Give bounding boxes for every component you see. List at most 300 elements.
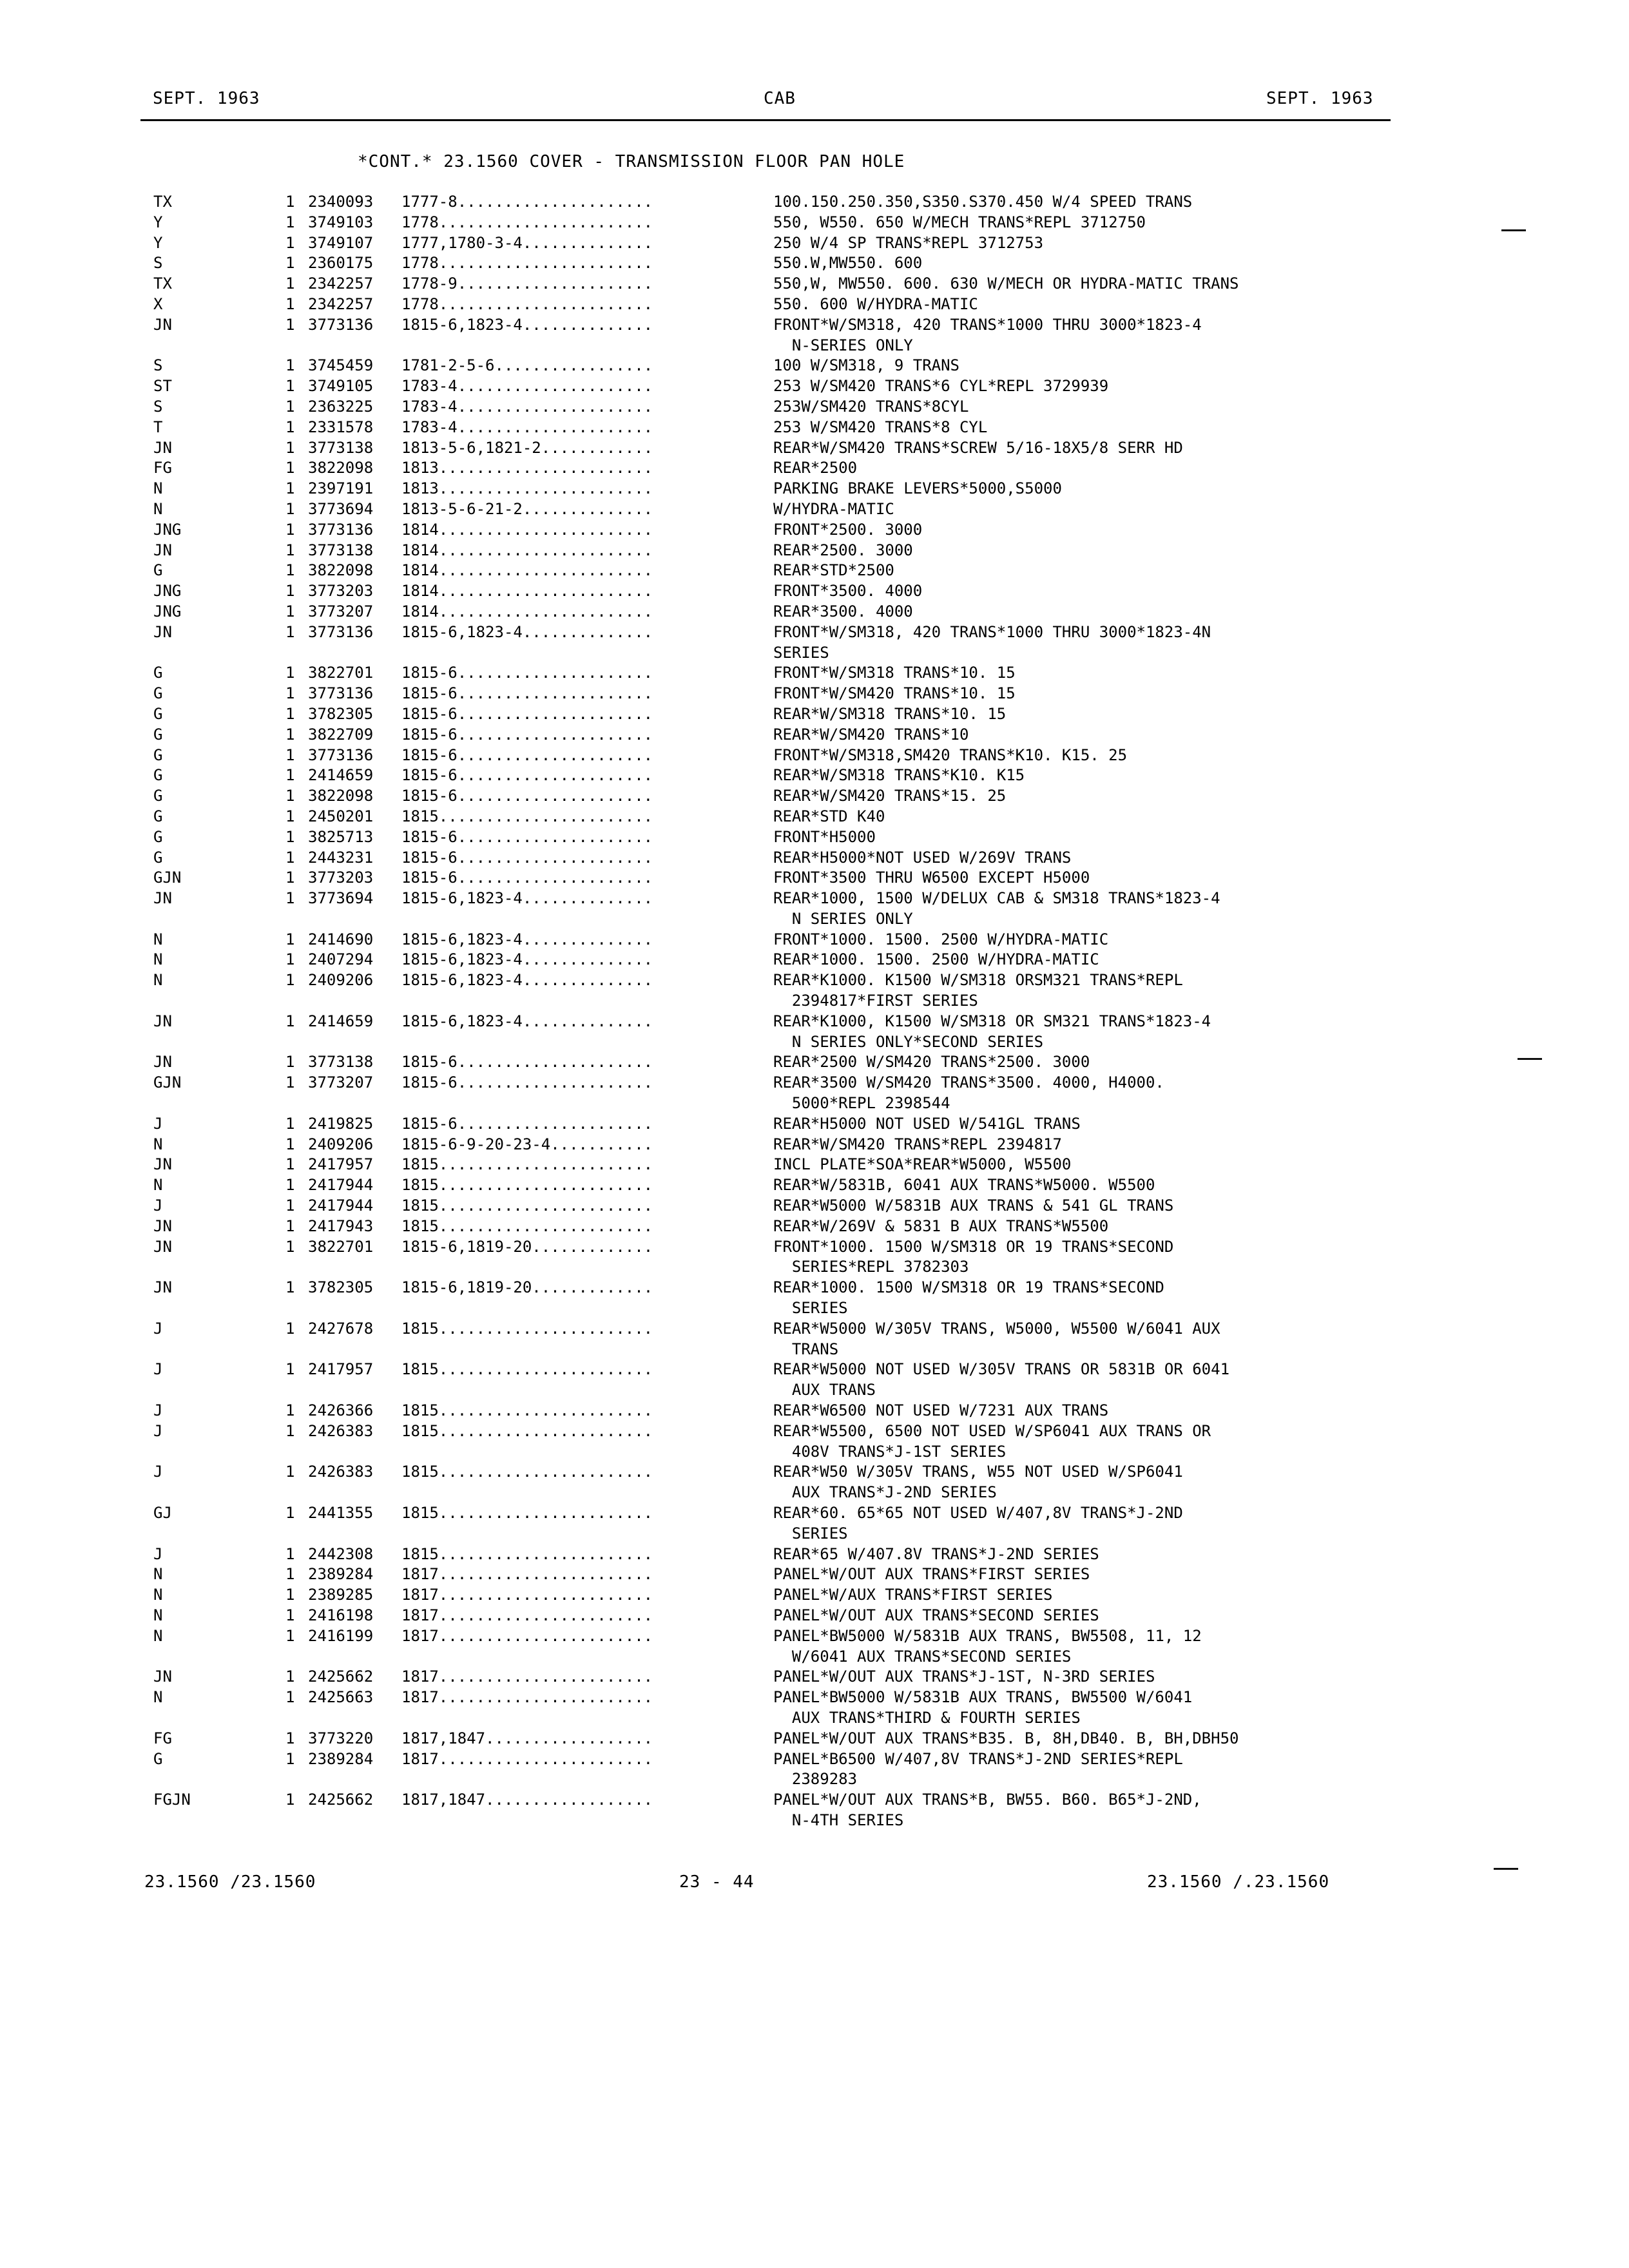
- table-row: [0, 581, 1629, 602]
- description-line: FRONT*H5000: [773, 827, 876, 846]
- table-row: [0, 213, 1629, 233]
- reference: 1813: [401, 459, 439, 477]
- quantity: 1: [285, 274, 295, 293]
- model-code: N: [153, 1586, 163, 1604]
- table-row: [0, 868, 1629, 889]
- dot-leader: .......................: [438, 294, 653, 313]
- table-row: [0, 418, 1629, 438]
- description-line: REAR*3500 W/SM420 TRANS*3500. 4000, H4000.: [773, 1073, 1164, 1092]
- part-number: 3773203: [308, 869, 374, 887]
- part-number: 3773136: [308, 684, 374, 703]
- quantity: 1: [285, 602, 295, 620]
- quantity: 1: [285, 766, 295, 785]
- description-line: REAR*1000. 1500 W/SM318 OR 19 TRANS*SECOND: [773, 1278, 1164, 1297]
- dot-leader: .......................: [438, 213, 653, 231]
- dot-leader: .....................: [457, 787, 653, 805]
- description-line: PANEL*W/OUT AUX TRANS*J-1ST, N-3RD SERIES: [773, 1667, 1155, 1686]
- dot-leader: .......................: [438, 1319, 653, 1338]
- quantity: 1: [285, 233, 295, 252]
- description-line: FRONT*W/SM318, 420 TRANS*1000 THRU 3000*1823-4N: [773, 622, 1211, 641]
- description-line: N SERIES ONLY*SECOND SERIES: [773, 1032, 1044, 1051]
- reference: 1815-6: [401, 684, 458, 703]
- table-row: [0, 1052, 1629, 1073]
- table-row: [0, 704, 1629, 725]
- reference: 1817: [401, 1749, 439, 1768]
- reference: 1817,1847: [401, 1729, 486, 1747]
- dot-leader: ..............: [522, 889, 653, 908]
- part-number: 2426383: [308, 1463, 374, 1481]
- quantity: 1: [285, 541, 295, 559]
- table-row: [0, 561, 1629, 581]
- table-row: [0, 274, 1629, 294]
- quantity: 1: [285, 971, 295, 990]
- model-code: N: [153, 1176, 163, 1195]
- table-row: [0, 1667, 1629, 1687]
- dot-leader: .....................: [457, 664, 653, 682]
- table-row: [0, 1196, 1629, 1216]
- part-number: 2389284: [308, 1565, 374, 1584]
- model-code: N: [153, 479, 163, 498]
- quantity: 1: [285, 582, 295, 601]
- model-code: J: [153, 1114, 163, 1133]
- part-number: 2417944: [308, 1196, 374, 1215]
- model-code: JN: [153, 1053, 172, 1072]
- dot-leader: .......................: [438, 1626, 653, 1645]
- dot-leader: .....................: [457, 827, 653, 846]
- dot-leader: .....................: [457, 397, 653, 416]
- header-date-right: SEPT. 1963: [1266, 89, 1374, 108]
- quantity: 1: [285, 704, 295, 723]
- model-code: G: [153, 766, 163, 785]
- description-line: SERIES: [773, 643, 829, 662]
- part-number: 3773136: [308, 315, 374, 334]
- table-row: [0, 1790, 1629, 1831]
- table-row: [0, 1360, 1629, 1401]
- model-code: G: [153, 1749, 163, 1768]
- margin-mark: [1501, 229, 1526, 231]
- reference: 1815: [401, 1463, 439, 1481]
- description-line: SERIES*REPL 3782303: [773, 1258, 969, 1276]
- dot-leader: .......................: [438, 254, 653, 273]
- quantity: 1: [285, 1114, 295, 1133]
- quantity: 1: [285, 827, 295, 846]
- description-line: FRONT*W/SM318 TRANS*10. 15: [773, 664, 1016, 682]
- table-row: [0, 315, 1629, 356]
- dot-leader: .....................: [457, 418, 653, 436]
- reference: 1813-5-6-21-2: [401, 499, 523, 518]
- quantity: 1: [285, 1053, 295, 1072]
- quantity: 1: [285, 1176, 295, 1195]
- dot-leader: .......................: [438, 1606, 653, 1624]
- description-line: PANEL*W/OUT AUX TRANS*FIRST SERIES: [773, 1565, 1090, 1584]
- dot-leader: ..............: [522, 233, 653, 252]
- model-code: GJ: [153, 1504, 172, 1522]
- dot-leader: .......................: [438, 1155, 653, 1174]
- reference: 1815-6,1819-20: [401, 1237, 532, 1256]
- description-line: N-SERIES ONLY: [773, 336, 913, 354]
- description-line: FRONT*2500. 3000: [773, 520, 923, 539]
- quantity: 1: [285, 499, 295, 518]
- description-line: PANEL*B6500 W/407,8V TRANS*J-2ND SERIES*REPL: [773, 1749, 1183, 1768]
- description-line: FRONT*W/SM420 TRANS*10. 15: [773, 684, 1016, 703]
- reference: 1815-6,1823-4: [401, 315, 523, 334]
- quantity: 1: [285, 561, 295, 580]
- quantity: 1: [285, 377, 295, 396]
- quantity: 1: [285, 848, 295, 867]
- dot-leader: .....................: [457, 766, 653, 785]
- description-line: FRONT*1000. 1500 W/SM318 OR 19 TRANS*SECOND: [773, 1237, 1174, 1256]
- description-line: FRONT*3500 THRU W6500 EXCEPT H5000: [773, 869, 1090, 887]
- part-number: 2416198: [308, 1606, 374, 1624]
- reference: 1815-6: [401, 848, 458, 867]
- dot-leader: .......................: [438, 1667, 653, 1686]
- reference: 1778: [401, 213, 439, 231]
- quantity: 1: [285, 725, 295, 744]
- dot-leader: .......................: [438, 1196, 653, 1215]
- part-number: 3822098: [308, 561, 374, 580]
- model-code: JN: [153, 622, 172, 641]
- dot-leader: ..............: [522, 930, 653, 948]
- reference: 1815-6,1819-20: [401, 1278, 532, 1297]
- part-number: 2417957: [308, 1360, 374, 1379]
- dot-leader: .......................: [438, 479, 653, 498]
- description-line: 5000*REPL 2398544: [773, 1094, 950, 1113]
- part-number: 3773136: [308, 745, 374, 764]
- part-number: 2389284: [308, 1749, 374, 1768]
- dot-leader: ..................: [485, 1791, 653, 1809]
- header-date-left: SEPT. 1963: [153, 89, 260, 108]
- quantity: 1: [285, 1586, 295, 1604]
- description-line: REAR*K1000. K1500 W/SM318 ORSM321 TRANS*REPL: [773, 971, 1183, 990]
- model-code: FG: [153, 459, 172, 477]
- model-code: S: [153, 254, 163, 273]
- part-number: 3773136: [308, 520, 374, 539]
- part-number: 3773694: [308, 499, 374, 518]
- table-row: [0, 1401, 1629, 1421]
- model-code: JN: [153, 1216, 172, 1235]
- reference: 1815-6: [401, 1114, 458, 1133]
- model-code: N: [153, 1688, 163, 1707]
- table-row: [0, 848, 1629, 869]
- table-row: [0, 1585, 1629, 1606]
- model-code: JN: [153, 1667, 172, 1686]
- dot-leader: ..............: [522, 971, 653, 990]
- dot-leader: .......................: [438, 1586, 653, 1604]
- description-line: 100.150.250.350,S350.S370.450 W/4 SPEED TRANS: [773, 193, 1193, 211]
- description-line: 253W/SM420 TRANS*8CYL: [773, 397, 969, 416]
- model-code: N: [153, 930, 163, 948]
- description-line: AUX TRANS: [773, 1381, 876, 1399]
- model-code: J: [153, 1544, 163, 1563]
- model-code: N: [153, 950, 163, 969]
- table-row: [0, 1319, 1629, 1360]
- table-row: [0, 889, 1629, 930]
- model-code: N: [153, 1565, 163, 1584]
- reference: 1815-6: [401, 745, 458, 764]
- description-line: REAR*W/SM420 TRANS*SCREW 5/16-18X5/8 SERR HD: [773, 438, 1183, 457]
- quantity: 1: [285, 869, 295, 887]
- description-line: REAR*W50 W/305V TRANS, W55 NOT USED W/SP6041: [773, 1463, 1183, 1481]
- quantity: 1: [285, 664, 295, 682]
- part-number: 2363225: [308, 397, 374, 416]
- part-number: 3822701: [308, 1237, 374, 1256]
- quantity: 1: [285, 479, 295, 498]
- dot-leader: .......................: [438, 1565, 653, 1584]
- description-line: W/HYDRA-MATIC: [773, 499, 894, 518]
- quantity: 1: [285, 1360, 295, 1379]
- description-line: REAR*H5000*NOT USED W/269V TRANS: [773, 848, 1072, 867]
- table-row: [0, 397, 1629, 418]
- dot-leader: ..............: [522, 622, 653, 641]
- part-number: 2407294: [308, 950, 374, 969]
- quantity: 1: [285, 1504, 295, 1522]
- reference: 1817: [401, 1667, 439, 1686]
- description-line: REAR*W5500, 6500 NOT USED W/SP6041 AUX TRANS OR: [773, 1421, 1211, 1440]
- dot-leader: .....................: [457, 377, 653, 396]
- part-number: 3749103: [308, 213, 374, 231]
- part-number: 2443231: [308, 848, 374, 867]
- reference: 1815-6: [401, 787, 458, 805]
- description-line: W/6041 AUX TRANS*SECOND SERIES: [773, 1647, 1072, 1666]
- quantity: 1: [285, 1688, 295, 1707]
- table-row: [0, 1114, 1629, 1135]
- table-row: [0, 1216, 1629, 1237]
- model-code: GJN: [153, 869, 182, 887]
- reference: 1815: [401, 1401, 439, 1420]
- reference: 1815-6: [401, 1053, 458, 1072]
- quantity: 1: [285, 193, 295, 211]
- model-code: S: [153, 397, 163, 416]
- footer-index-left: 23.1560 /23.1560: [144, 1872, 316, 1892]
- quantity: 1: [285, 1278, 295, 1297]
- part-number: 2360175: [308, 254, 374, 273]
- description-line: 253 W/SM420 TRANS*8 CYL: [773, 418, 988, 436]
- table-row: [0, 1012, 1629, 1053]
- quantity: 1: [285, 684, 295, 703]
- part-number: 2342257: [308, 294, 374, 313]
- reference: 1815-6-9-20-23-4: [401, 1135, 551, 1153]
- table-row: [0, 1278, 1629, 1319]
- model-code: JN: [153, 1155, 172, 1174]
- model-code: G: [153, 684, 163, 703]
- part-number: 2414659: [308, 766, 374, 785]
- model-code: Y: [153, 213, 163, 231]
- table-row: [0, 684, 1629, 704]
- table-row: [0, 1606, 1629, 1626]
- description-line: REAR*STD K40: [773, 807, 885, 825]
- description-line: REAR*W/269V & 5831 B AUX TRANS*W5500: [773, 1216, 1109, 1235]
- dot-leader: ............: [541, 438, 653, 457]
- dot-leader: .......................: [438, 602, 653, 620]
- header-section-name: CAB: [764, 89, 796, 108]
- reference: 1815-6,1823-4: [401, 889, 523, 908]
- dot-leader: .....................: [457, 725, 653, 744]
- model-code: N: [153, 1135, 163, 1153]
- table-row: [0, 1564, 1629, 1585]
- model-code: J: [153, 1421, 163, 1440]
- model-code: JN: [153, 889, 172, 908]
- reference: 1815: [401, 1216, 439, 1235]
- description-line: REAR*W5000 W/5831B AUX TRANS & 541 GL TRANS: [773, 1196, 1174, 1215]
- table-row: [0, 1421, 1629, 1463]
- dot-leader: .....................: [457, 745, 653, 764]
- dot-leader: .....................: [457, 1053, 653, 1072]
- model-code: G: [153, 787, 163, 805]
- reference: 1815-6: [401, 766, 458, 785]
- part-number: 2340093: [308, 193, 374, 211]
- description-line: PANEL*W/OUT AUX TRANS*B, BW55. B60. B65*J-2ND,: [773, 1791, 1202, 1809]
- part-number: 3749105: [308, 377, 374, 396]
- part-number: 2450201: [308, 807, 374, 825]
- model-code: J: [153, 1360, 163, 1379]
- description-line: REAR*W/SM420 TRANS*REPL 2394817: [773, 1135, 1062, 1153]
- description-line: FRONT*1000. 1500. 2500 W/HYDRA-MATIC: [773, 930, 1109, 948]
- model-code: JNG: [153, 520, 182, 539]
- description-line: 2394817*FIRST SERIES: [773, 992, 978, 1010]
- description-line: REAR*W/SM420 TRANS*15. 25: [773, 787, 1007, 805]
- dot-leader: .......................: [438, 807, 653, 825]
- quantity: 1: [285, 950, 295, 969]
- table-row: [0, 356, 1629, 376]
- dot-leader: .....................: [457, 193, 653, 211]
- reference: 1815: [401, 1196, 439, 1215]
- quantity: 1: [285, 1401, 295, 1420]
- reference: 1815: [401, 1544, 439, 1563]
- reference: 1815-6,1823-4: [401, 950, 523, 969]
- quantity: 1: [285, 1012, 295, 1030]
- reference: 1815-6,1823-4: [401, 971, 523, 990]
- quantity: 1: [285, 807, 295, 825]
- description-line: PANEL*W/AUX TRANS*FIRST SERIES: [773, 1586, 1053, 1604]
- description-line: REAR*W5000 W/305V TRANS, W5000, W5500 W/6041 AUX: [773, 1319, 1220, 1338]
- dot-leader: .....................: [457, 684, 653, 703]
- table-row: [0, 233, 1629, 254]
- model-code: N: [153, 499, 163, 518]
- model-code: J: [153, 1319, 163, 1338]
- description-line: FRONT*W/SM318,SM420 TRANS*K10. K15. 25: [773, 745, 1128, 764]
- part-number: 3825713: [308, 827, 374, 846]
- table-row: [0, 520, 1629, 541]
- part-number: 3782305: [308, 704, 374, 723]
- reference: 1815-6: [401, 869, 458, 887]
- table-row: [0, 725, 1629, 745]
- description-line: REAR*2500: [773, 459, 858, 477]
- quantity: 1: [285, 1421, 295, 1440]
- description-line: PANEL*W/OUT AUX TRANS*SECOND SERIES: [773, 1606, 1099, 1624]
- quantity: 1: [285, 254, 295, 273]
- model-code: FG: [153, 1729, 172, 1747]
- table-row: [0, 765, 1629, 786]
- margin-mark: [1518, 1058, 1542, 1060]
- quantity: 1: [285, 745, 295, 764]
- model-code: TX: [153, 193, 172, 211]
- dot-leader: .......................: [438, 1544, 653, 1563]
- model-code: X: [153, 294, 163, 313]
- reference: 1815-6: [401, 725, 458, 744]
- dot-leader: .......................: [438, 1688, 653, 1707]
- quantity: 1: [285, 1135, 295, 1153]
- part-number: 3773138: [308, 438, 374, 457]
- reference: 1783-4: [401, 418, 458, 436]
- part-number: 2442308: [308, 1544, 374, 1563]
- description-line: PANEL*W/OUT AUX TRANS*B35. B, 8H,DB40. B, BH,DBH50: [773, 1729, 1239, 1747]
- description-line: REAR*W/5831B, 6041 AUX TRANS*W5000. W5500: [773, 1176, 1155, 1195]
- model-code: FGJN: [153, 1791, 191, 1809]
- model-code: N: [153, 1626, 163, 1645]
- table-row: [0, 438, 1629, 459]
- description-line: REAR*3500. 4000: [773, 602, 913, 620]
- table-row: [0, 1503, 1629, 1544]
- part-number: 3749107: [308, 233, 374, 252]
- reference: 1817: [401, 1606, 439, 1624]
- model-code: JN: [153, 438, 172, 457]
- description-line: 550, W550. 650 W/MECH TRANS*REPL 3712750: [773, 213, 1146, 231]
- reference: 1815: [401, 807, 439, 825]
- model-code: G: [153, 725, 163, 744]
- table-row: [0, 376, 1629, 397]
- reference: 1777,1780-3-4: [401, 233, 523, 252]
- description-line: AUX TRANS*J-2ND SERIES: [773, 1483, 997, 1502]
- model-code: JNG: [153, 602, 182, 620]
- part-number: 2414690: [308, 930, 374, 948]
- quantity: 1: [285, 930, 295, 948]
- dot-leader: .................: [494, 356, 653, 375]
- quantity: 1: [285, 1463, 295, 1481]
- part-number: 2409206: [308, 1135, 374, 1153]
- part-number: 2397191: [308, 479, 374, 498]
- description-line: REAR*STD*2500: [773, 561, 894, 580]
- quantity: 1: [285, 1729, 295, 1747]
- description-line: REAR*K1000, K1500 W/SM318 OR SM321 TRANS*1823-4: [773, 1012, 1211, 1030]
- part-number: 3745459: [308, 356, 374, 375]
- table-row: [0, 1729, 1629, 1749]
- quantity: 1: [285, 315, 295, 334]
- description-line: 253 W/SM420 TRANS*6 CYL*REPL 3729939: [773, 377, 1109, 396]
- part-number: 3773138: [308, 541, 374, 559]
- description-line: FRONT*3500. 4000: [773, 582, 923, 601]
- quantity: 1: [285, 1626, 295, 1645]
- part-number: 2425663: [308, 1688, 374, 1707]
- part-number: 2414659: [308, 1012, 374, 1030]
- description-line: SERIES: [773, 1524, 848, 1542]
- dot-leader: ..............: [522, 950, 653, 969]
- description-line: REAR*60. 65*65 NOT USED W/407,8V TRANS*J-2ND: [773, 1504, 1183, 1522]
- model-code: G: [153, 561, 163, 580]
- table-row: [0, 294, 1629, 315]
- table-row: [0, 1626, 1629, 1667]
- dot-leader: .......................: [438, 1504, 653, 1522]
- model-code: G: [153, 745, 163, 764]
- description-line: 408V TRANS*J-1ST SERIES: [773, 1442, 1007, 1461]
- table-row: [0, 970, 1629, 1012]
- reference: 1778-9: [401, 274, 458, 293]
- reference: 1815-6: [401, 1073, 458, 1092]
- reference: 1778: [401, 254, 439, 273]
- description-line: REAR*1000, 1500 W/DELUX CAB & SM318 TRANS*1823-4: [773, 889, 1220, 908]
- reference: 1815-6,1823-4: [401, 1012, 523, 1030]
- table-row: [0, 1175, 1629, 1196]
- quantity: 1: [285, 356, 295, 375]
- quantity: 1: [285, 1749, 295, 1768]
- dot-leader: .......................: [438, 1463, 653, 1481]
- table-row: [0, 1749, 1629, 1791]
- table-row: [0, 479, 1629, 499]
- part-number: 2342257: [308, 274, 374, 293]
- description-line: AUX TRANS*THIRD & FOURTH SERIES: [773, 1708, 1081, 1727]
- description-line: PANEL*BW5000 W/5831B AUX TRANS, BW5500 W/6041: [773, 1688, 1193, 1707]
- part-number: 3773203: [308, 582, 374, 601]
- reference: 1814: [401, 602, 439, 620]
